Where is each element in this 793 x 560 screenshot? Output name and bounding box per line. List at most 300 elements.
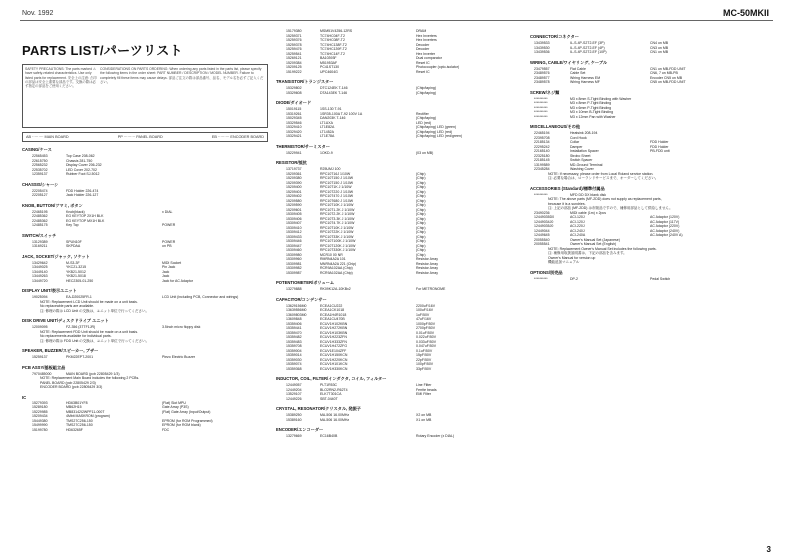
part-remark: POWER — [162, 223, 176, 227]
part-description: RPC10T150 J 1/10W — [320, 180, 354, 185]
part-remark: LED (red) — [416, 120, 432, 125]
part-remark: (Flat) Gate Array (Input/Output) — [162, 409, 211, 414]
part-remark: Resistor Array — [416, 266, 438, 270]
page-title: PARTS LIST/パーツリスト — [22, 43, 183, 58]
column-1-list — [22, 147, 268, 432]
column-3 — [530, 26, 775, 281]
part-number: 22395708 — [534, 135, 550, 140]
part-description: RPC10T10K J 1/10W — [320, 203, 354, 207]
part-number: 15359368 — [286, 366, 302, 371]
part-remark: Line Filter — [416, 383, 432, 387]
part-number: 13439536 — [534, 50, 550, 54]
part-remark: Decoder — [416, 42, 430, 47]
part-description: DAN203K T-146 — [320, 116, 346, 120]
part-remark: (Chip/taping) — [416, 116, 437, 120]
part-number: 15389160 — [286, 417, 302, 422]
part-number: 22565232 — [32, 163, 48, 167]
part-remark: Jack — [162, 274, 170, 278]
part-number: 12009095 — [32, 325, 48, 329]
part-description: M3 x 8mm P-Tight Binding — [570, 101, 612, 105]
part-remark: (Chip) — [416, 203, 426, 207]
part-number: 15449380 — [32, 418, 48, 423]
part-remark: Reset IC — [416, 60, 430, 65]
part-description: LT1E78A — [320, 134, 335, 138]
part-number: 15309460 — [286, 248, 302, 252]
part-number: ********** — [534, 192, 548, 197]
part-description: RCR9A102AA (Chip) — [320, 266, 353, 270]
part-remark: Ferrite beads — [416, 387, 437, 392]
part-number: 15359014 — [286, 353, 302, 357]
part-description: Installation Spacer — [570, 149, 599, 153]
part-remark: Rectifier — [416, 111, 429, 116]
part-number: 15209361 — [286, 171, 302, 176]
part-description: MNRN4A2A 221 (Chip) — [320, 261, 357, 266]
part-remark: Rotary Encoder (x DIAL) — [416, 434, 455, 438]
part-description: ECEA1CK1018 — [320, 308, 345, 312]
part-description: Wiring Harness EM — [570, 75, 601, 80]
section-heading: CHASSIS/シャーシ — [22, 181, 59, 187]
parts-row — [530, 242, 775, 247]
part-number: 15179380 — [286, 29, 302, 33]
part-number: 15309405 — [286, 212, 302, 216]
note-line: No replaceable parts are available. — [40, 304, 95, 308]
part-description: ECUV1H330KCN — [320, 366, 348, 371]
parts-row — [530, 167, 775, 172]
part-remark: (Chip) — [416, 185, 426, 189]
part-number: 15309960 — [286, 257, 302, 261]
section-heading: PCB ASSY/基板組立品 — [22, 364, 66, 370]
part-description: PLT1R53C — [320, 383, 338, 387]
part-remark: (Chip/taping) LED (green) — [416, 125, 457, 129]
part-remark: 33pF/50V — [416, 366, 432, 371]
parts-row — [22, 428, 268, 433]
parts-row — [22, 193, 268, 198]
note-line: NOTE: Replacement Main Board includes the following 2 PCBs. — [40, 376, 140, 380]
part-number: 13199589 — [534, 162, 550, 167]
part-remark: Pedal Switch — [650, 276, 671, 281]
parts-row — [276, 397, 521, 402]
part-remark: 0.047uF/50V — [416, 344, 437, 348]
note-line: No replacements available for individual parts. — [40, 334, 112, 338]
part-number: 12449645 — [534, 233, 550, 237]
part-number: 15259376 — [286, 38, 302, 42]
part-description: MD-Ground Terminal — [570, 162, 603, 167]
section-heading: RESISTOR/抵抗 — [276, 160, 307, 165]
part-description: Rubber Foot SJ-5012 — [66, 172, 100, 176]
part-remark: 3.5inch micro floppy disk — [162, 325, 201, 329]
part-number: 15209434 — [32, 414, 48, 418]
part-remark: (Chip) — [416, 212, 426, 216]
part-number: 15259541 — [286, 51, 302, 56]
part-number: 22205127 — [32, 193, 48, 197]
part-description: IL-S-4P-S2T2-EF (3P) — [570, 41, 605, 45]
parts-row — [276, 91, 521, 96]
part-number: 13169211 — [32, 244, 48, 248]
part-remark — [650, 242, 775, 247]
part-remark: MIDI Socket — [162, 260, 182, 265]
parts-row — [276, 134, 521, 139]
part-number: 15359708 — [286, 344, 302, 348]
part-remark: 2700pF/50V — [416, 326, 436, 330]
part-number: 12449034J0 — [534, 219, 554, 224]
part-description: FZ-356 (3TTF1JR) — [66, 325, 96, 329]
part-number: 15259378 — [286, 42, 302, 47]
legend-main: AB ········· MAIN BOARD — [26, 135, 69, 139]
part-number: 22325180 — [534, 153, 550, 158]
part-remark: DRAM — [416, 29, 427, 33]
part-remark: Reset IC — [416, 69, 430, 74]
part-number: 15199780 — [32, 427, 48, 432]
note-line: NOTE: Replacement LCD Unit should be made on a unit basis. — [40, 299, 138, 304]
part-number: 13429642 — [32, 260, 48, 265]
part-number: 15209384 — [286, 60, 302, 65]
part-number: 22185145 — [534, 158, 550, 162]
part-remark: 0.033uF/50V — [416, 339, 437, 344]
part-number: 15229985 — [32, 409, 48, 414]
part-remark: FDD Holder — [650, 140, 669, 144]
part-description: RCR9A102AA (Chip) — [320, 270, 353, 275]
section-heading: SPEAKER, BUZZER/スピーカー, ブザー — [22, 348, 99, 353]
part-remark: Resistor Array — [416, 257, 438, 261]
part-number: 13439533 — [534, 41, 550, 45]
part-remark: PB-FDD unit — [650, 149, 670, 153]
part-description: PKM22EPT-2001 — [66, 355, 94, 359]
part-description: TC74HC08F-T2 — [320, 38, 345, 42]
part-description: TC74HC139F-T2 — [320, 47, 347, 51]
part-description: ECEA1CU470B — [320, 317, 345, 321]
note-line: NOTE: The above parts (MF-2DD) does not supply as replacement parts, — [548, 197, 662, 201]
part-number: 15269121 — [286, 56, 302, 60]
part-description: TC74HC138F-T2 — [320, 42, 347, 47]
part-description: ECEA1CU222 — [320, 303, 343, 308]
part-description: BLO2RN2-R62T4 — [320, 387, 348, 392]
part-remark: AC Adaptor (240V A) — [650, 233, 683, 237]
part-description: TC74HC04F-T2 — [320, 33, 345, 38]
part-number: 23489576 — [534, 71, 550, 75]
part-remark: Hex Inverters — [416, 33, 437, 38]
part-remark: 47uF/16V — [416, 317, 432, 321]
part-number: 20055540 — [534, 237, 550, 242]
part-description: 1SR35-100A T-92 100V 1A — [320, 111, 363, 116]
part-description: Wiring Harness MF — [570, 80, 600, 84]
part-number: 12449035D0 — [534, 215, 555, 219]
part-description: RPC10T100K J 1/10W — [320, 239, 356, 243]
note-line: PANEL BOARD (pcb 22805429 2/3) — [40, 380, 96, 385]
part-description: ACI-220J — [570, 224, 585, 228]
part-description: ACI-240A — [570, 233, 586, 237]
part-remark: Resistor Array — [416, 270, 438, 275]
part-number: 15209402 — [286, 194, 302, 198]
part-number: 23489577 — [534, 75, 550, 80]
part-description: M51953AF — [320, 60, 338, 65]
part-number: 15289180 — [32, 405, 48, 409]
part-description: LED Cover 202-702 — [66, 167, 97, 172]
part-description: RPC10T120K J 1/10W — [320, 243, 356, 248]
part-number: 7970485000 — [32, 371, 52, 376]
part-remark: 1uF/50V — [416, 312, 430, 317]
part-number: 22465194 — [534, 131, 550, 135]
part-number: 15329421 — [286, 134, 302, 138]
part-remark: Jack — [162, 269, 170, 274]
part-description: EA-D20025FR-1 — [66, 295, 92, 299]
part-number: 15259476 — [286, 47, 302, 51]
section-heading: KNOB, BUTTON/ツマミ, ボタン — [22, 202, 83, 208]
part-number: 12449035J0 — [534, 224, 554, 228]
part-remark: EPROM (for ROM blank) — [162, 423, 201, 427]
part-description: Collar — [570, 140, 580, 144]
parts-row — [276, 271, 521, 276]
part-remark: (03 on MB) — [416, 150, 434, 155]
part-number: 15259137 — [32, 355, 48, 359]
parts-row — [22, 223, 268, 228]
parts-row — [22, 325, 268, 330]
notice-box — [22, 64, 268, 128]
part-description: ACI-120J — [570, 215, 585, 219]
part-number: 13449025 — [32, 265, 48, 269]
part-remark: (Chip) — [416, 252, 426, 257]
part-description: RMRN4A2A 101 — [320, 257, 346, 261]
part-number: 13449263 — [32, 274, 48, 278]
section-heading: ACCESSORIES (Standard)/標準付属品 — [530, 185, 605, 191]
part-description: Display Cover 206-232 — [66, 163, 102, 167]
part-remark: X2 on MB — [416, 413, 432, 417]
part-number: 15209401 — [286, 189, 302, 194]
part-description: RPC10T150 J 1/10W — [320, 176, 354, 180]
parts-row — [276, 418, 521, 423]
note-line: 注: 必要な場合は、ローランドサービスまで、オーダーしてください。 — [548, 176, 659, 180]
part-description: RPC10T330K J 1/10W — [320, 248, 356, 252]
part-remark: Pin Jack — [162, 265, 176, 269]
part-description: SPUN10F — [66, 239, 82, 244]
part-number: 15309982 — [286, 266, 302, 270]
section-heading: CRYSTAL, RESONATOR/クリスタル, 発振子 — [276, 406, 361, 411]
part-number: 15309981 — [286, 261, 302, 266]
section-heading: WIRING, CABLE/ワイヤリング, ケーブル — [530, 59, 608, 65]
part-number: 12449044 — [534, 228, 550, 233]
header-model: MC-50MKII — [722, 8, 769, 18]
part-remark: (Chip) — [416, 248, 426, 252]
note-line: 機能追加マニュアル — [548, 260, 580, 264]
part-description: EC16B40B — [320, 434, 338, 438]
part-number: ********** — [534, 114, 548, 119]
part-description: RPC10T1.2K J 1/10W — [320, 207, 355, 212]
part-number: 15229941 — [286, 150, 302, 155]
part-remark: 0.022uF/50V — [416, 335, 437, 339]
section-heading: TRANSISTOR/トランジスター — [276, 79, 334, 84]
part-remark: EMI Filter — [416, 392, 431, 396]
note-line: because it is a sundries. — [548, 201, 586, 206]
part-description: M3 x 8mm S-Tight Binding with Washer — [570, 96, 632, 101]
part-remark: Hex Inverter — [416, 51, 436, 56]
part-description: 1SS-130 T-91 — [320, 107, 342, 111]
part-description: Top Case 208-062 — [66, 154, 95, 158]
part-number: 15029345 — [286, 116, 302, 120]
part-number: 13279669 — [286, 434, 302, 438]
part-description: M3 x 6mm P-Tight Binding — [570, 105, 612, 110]
part-number: 15209125 — [286, 65, 302, 69]
part-description: YKB21-5018 — [66, 274, 86, 278]
section-heading: MISCELLANEOUS/その他 — [530, 124, 581, 129]
part-remark: 2200uF/16V — [416, 303, 436, 308]
part-remark: (Chip) — [416, 176, 426, 180]
part-number: ********** — [534, 105, 548, 110]
part-description: Washing Cover — [570, 167, 594, 171]
part-number: 13629156M0 — [286, 303, 307, 308]
parts-row — [530, 50, 775, 55]
part-number: 23479557 — [534, 66, 550, 71]
part-number: 20055541 — [534, 242, 550, 246]
column-1 — [22, 26, 268, 432]
part-number: 22205474 — [32, 188, 48, 193]
section-heading: ENCODER/エンコーダー — [276, 427, 324, 432]
part-description: DTC124EK T-146 — [320, 86, 348, 90]
part-description: RPC10T4.7K J 1/10W — [320, 221, 355, 225]
part-description: DTA143EK T-146 — [320, 90, 348, 95]
parts-row — [276, 434, 521, 439]
part-number: 12359137 — [32, 172, 48, 176]
part-description: ELK7T301CA — [320, 392, 342, 396]
part-number: 15209400 — [286, 185, 302, 189]
part-description: ACI-240J — [570, 228, 585, 233]
part-remark — [650, 115, 775, 120]
part-number: 15309412 — [286, 230, 302, 234]
part-remark: EPROM (for ROM Programmed) — [162, 418, 213, 423]
part-description: ECUV1E104ZFF — [320, 348, 347, 353]
section-heading: CONNECTOR/コネクター — [530, 34, 579, 39]
part-description: MAIN BOARD (pcb 22805429 1/3) — [66, 371, 120, 376]
part-remark: Resistor Array — [416, 261, 438, 266]
part-remark: x DIAL — [162, 209, 173, 214]
part-number: 15329802 — [286, 86, 302, 90]
part-number: 12485175 — [32, 223, 48, 227]
part-description: ACI-120J — [570, 219, 585, 224]
part-remark: 0.1uF/50V — [416, 348, 433, 353]
part-description: RPC10T22K J 1/10W — [320, 230, 354, 234]
section-heading: POTENTIOMETER/ボリューム — [276, 280, 335, 285]
part-remark: (Chip) — [416, 198, 426, 203]
part-number: 15209590 — [286, 203, 302, 207]
part-number: 15309433 — [286, 234, 302, 239]
parts-row — [530, 80, 775, 85]
section-heading: DISK DRIVE UNIT/ディスクドライブ ユニット — [22, 318, 109, 323]
part-number: 15279393 — [32, 400, 48, 405]
part-number: 23489578 — [534, 80, 550, 84]
part-remark: Gate Array (P3S) — [162, 405, 189, 409]
part-number: 13439530 — [534, 45, 550, 50]
part-number: 12449057 — [286, 383, 302, 387]
part-number: 15199222 — [286, 69, 302, 74]
part-remark: (Chip) — [416, 239, 426, 243]
part-description: M3 x 10mm B-Tight Binding — [570, 110, 614, 114]
part-description: RPC10T10K J 1/10W — [320, 225, 354, 230]
part-remark: 100uF/16V — [416, 308, 434, 312]
part-number: 22485362 — [32, 218, 48, 223]
part-remark — [162, 172, 268, 177]
part-description: LT1452A — [320, 129, 334, 134]
part-description: Strobo Sheet — [570, 153, 591, 158]
part-description: DP-2 — [570, 276, 578, 281]
part-remark: AC Adaptor (240V) — [650, 228, 680, 233]
part-description: ECUV1H101KCN — [320, 362, 348, 366]
part-number: 15309410 — [286, 225, 302, 230]
part-number: 22295242 — [534, 144, 550, 149]
parts-row — [22, 172, 268, 177]
part-description: RPC10T33K J 1/10W — [320, 234, 354, 239]
part-description: MA-506 16.00MHz — [320, 417, 350, 422]
part-number: 15209390 — [286, 180, 302, 185]
part-number: 15329546 — [286, 120, 302, 125]
parts-row — [22, 355, 268, 360]
part-remark: (Chip/taping) — [416, 90, 437, 95]
part-description: ECUV1H333ZFN — [320, 339, 347, 344]
part-number: 22465195 — [32, 209, 48, 214]
part-description: ECUV1H220KCN — [320, 357, 348, 362]
part-description: RK09K12A-10KBx2 — [320, 287, 351, 291]
section-heading: DISPLAY UNIT/表示ユニット — [22, 288, 77, 293]
column-2-list — [276, 29, 521, 439]
part-number: 15309980 — [286, 252, 302, 257]
legend-encoder: EB ········· ENCODER BOARD — [211, 135, 264, 139]
safety-notice: SAFETY PRECAUTIONS: The parts marked ⚠ have safety-related characteristics. Use only listed parts for replacement. 安全上の注意: ⚠印の部品は安全上重要な部品です。交換の際は必ず指定の部品をご使用ください。 — [25, 67, 97, 89]
part-number: 15019115 — [286, 107, 302, 111]
part-remark: CN5 on MB-FDD UNIT — [650, 80, 686, 84]
part-remark: For METRONOME — [416, 287, 446, 291]
part-remark: Hex Inverters — [416, 38, 437, 42]
part-number: 12449204 — [286, 387, 302, 392]
parts-row — [22, 279, 268, 284]
part-number: 15319261 — [286, 111, 302, 116]
part-number: 15209580 — [286, 198, 302, 203]
part-remark — [416, 397, 521, 402]
part-number: 15259371 — [286, 33, 302, 38]
part-description: RPC10T16J 1/10W — [320, 171, 351, 176]
part-description: RPC10T2.2K J 1/10W — [320, 212, 355, 216]
parts-row — [530, 277, 775, 282]
part-number: ********** — [534, 276, 548, 281]
part-remark: CN1 on MB — [650, 50, 669, 54]
part-description: LT1E82A — [320, 125, 335, 129]
part-remark: (Chip) — [416, 180, 426, 185]
part-number: 15359441 — [286, 326, 302, 330]
part-remark: Piezo Electric Buzzer — [162, 355, 196, 359]
part-remark: Jack for AC Adaptor — [162, 278, 193, 283]
part-remark: AC Adaptor (117V) — [650, 219, 680, 224]
part-number: 15209601 — [286, 207, 302, 212]
part-number: 15329420 — [286, 129, 302, 134]
part-remark: AC Adaptor (220V) — [650, 224, 680, 228]
page-number: 3 — [766, 545, 771, 554]
part-number: ********** — [534, 96, 548, 101]
part-number: 15309407 — [286, 221, 302, 225]
part-description: Damper — [570, 144, 583, 149]
part-description: RPC10T1K J 1/10W — [320, 185, 352, 189]
part-number: 12449226 — [286, 396, 302, 401]
part-description: MCR10 00 NR — [320, 252, 343, 257]
part-number: 15499990 — [32, 423, 48, 427]
part-description: PC41ST130 — [320, 65, 340, 69]
part-description: EG KEYTOP 2X1H BLK — [66, 214, 104, 218]
section-heading: IC — [22, 394, 27, 400]
part-description: 4Mbit MASKROM (program) — [66, 414, 110, 418]
part-description: MA-506 16.00MHz — [320, 413, 350, 417]
part-number: 15359030 — [286, 357, 302, 362]
part-description: RPC10T680 J 1/10W — [320, 198, 354, 203]
part-remark: (Chip) — [416, 207, 426, 212]
part-description: MIDI cable (1m) x 2pcs — [570, 210, 606, 215]
part-number: ********** — [534, 110, 548, 114]
part-remark — [162, 193, 268, 198]
part-remark — [162, 372, 268, 377]
